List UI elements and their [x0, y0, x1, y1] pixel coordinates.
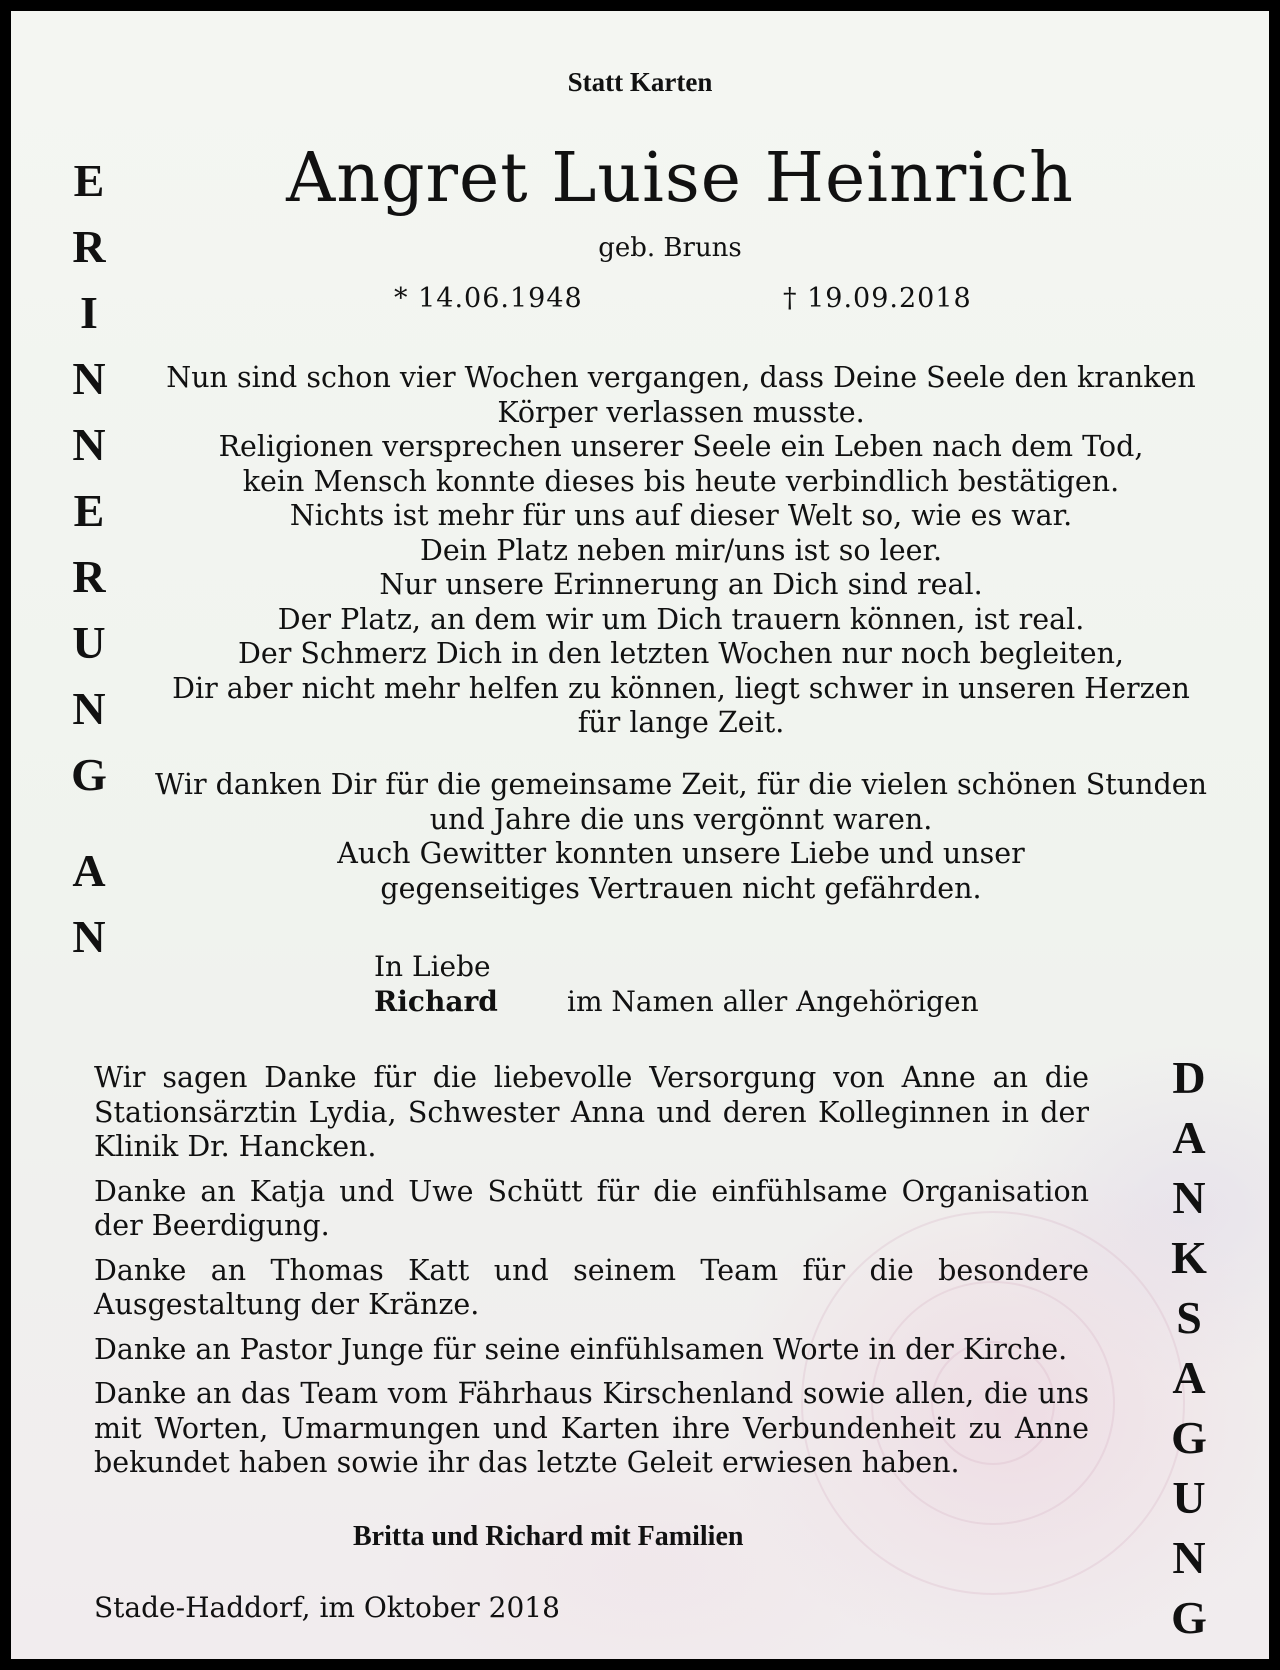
poem-line: Der Schmerz Dich in den letzten Wochen nur noch begleiten,	[238, 637, 1124, 670]
vertical-letter: R	[72, 551, 106, 602]
vertical-letter: G	[71, 749, 107, 800]
poem-line: Auch Gewitter konnten unsere Liebe und unser	[337, 837, 1025, 870]
birth-date: * 14.06.1948	[394, 283, 583, 314]
poem-line: Dein Platz neben mir/uns ist so leer.	[419, 533, 943, 567]
place-date: Stade-Haddorf, im Oktober 2018	[94, 1591, 560, 1624]
vertical-letter: N	[72, 683, 106, 734]
vertical-letter: E	[73, 155, 105, 206]
vertical-letter: S	[1176, 1292, 1202, 1343]
vertical-letter: U	[1172, 1472, 1206, 1523]
vertical-letter: E	[73, 485, 105, 536]
vertical-letter: I	[80, 287, 98, 338]
vertical-letter: A	[1172, 1112, 1206, 1163]
vertical-letter: A	[72, 845, 106, 896]
vertical-letter: R	[72, 221, 106, 272]
statt-karten-label: Statt Karten	[567, 67, 713, 97]
vertical-letter: N	[1172, 1532, 1206, 1583]
thanks-signature: Britta und Richard mit Familien	[353, 1521, 744, 1552]
vertical-letter: N	[1172, 1172, 1206, 1223]
poem-line: kein Mensch konnte dieses bis heute verbindlich bestätigen.	[242, 464, 1120, 498]
thanks-paragraph: Danke an Thomas Katt und seinem Team für die besondere Ausgestaltung der Kränze.	[94, 1253, 1089, 1321]
thanks-paragraph: Danke an das Team vom Fährhaus Kirschenland sowie allen, die uns mit Worten, Umarmungen und Karten ihre Verbundenheit zu Anne bekundet haben sowie ihr das letzte Geleit erwiesen haben.	[94, 1377, 1089, 1479]
thanks-section	[94, 1061, 1089, 1481]
death-date: † 19.09.2018	[783, 283, 972, 314]
poem-line: Dir aber nicht mehr helfen zu können, liegt schwer in unseren Herzen	[172, 671, 1190, 705]
poem-line: Der Platz, an dem wir um Dich trauern können, ist real.	[277, 602, 1085, 636]
poem-line: für lange Zeit.	[577, 706, 785, 739]
poem-line: Nun sind schon vier Wochen vergangen, dass Deine Seele den kranken	[166, 361, 1196, 394]
birth-name: geb. Bruns	[598, 233, 742, 263]
vertical-letter: U	[72, 617, 106, 668]
poem-line: Religionen versprechen unserer Seele ein Leben nach dem Tod,	[218, 430, 1144, 463]
deceased-name: Angret Luise Heinrich	[286, 139, 1074, 218]
poem-stanza-1	[151, 361, 1211, 741]
thanks-paragraph: Danke an Pastor Junge für seine einfühlsamen Worte in der Kirche.	[94, 1332, 1068, 1366]
vertical-letter: G	[1171, 1412, 1207, 1463]
poem-line: Nur unsere Erinnerung an Dich sind real.	[379, 568, 983, 601]
vertical-letter: D	[1172, 1052, 1206, 1103]
poem-stanza-2	[151, 768, 1211, 906]
poem-line: Nichts ist mehr für uns auf dieser Welt so, wie es war.	[289, 499, 1073, 532]
poem-line: Körper verlassen musste.	[497, 395, 865, 429]
vertical-letter: K	[1171, 1232, 1207, 1283]
vertical-letter: G	[1171, 1592, 1207, 1643]
poem-line: und Jahre die uns vergönnt waren.	[429, 802, 933, 836]
thanks-paragraph: Wir sagen Danke für die liebevolle Versorgung von Anne an die Stationsärztin Lydia, Schwester Anna und deren Kolleginnen in der Klinik Dr. Hancken.	[94, 1061, 1089, 1163]
vertical-letter: N	[72, 911, 106, 962]
poem-line: gegenseitiges Vertrauen nicht gefährden.	[380, 871, 982, 905]
in-liebe-label: In Liebe	[374, 950, 491, 983]
signatory-name: Richard	[374, 985, 498, 1018]
vertical-letter: N	[72, 419, 106, 470]
poem-line: Wir danken Dir für die gemeinsame Zeit, für die vielen schönen Stunden	[155, 768, 1207, 801]
signatory-family: im Namen aller Angehörigen	[567, 985, 979, 1018]
thanks-paragraph: Danke an Katja und Uwe Schütt für die einfühlsame Organisation der Beerdigung.	[94, 1174, 1089, 1242]
vertical-letter: A	[1172, 1352, 1206, 1403]
vertical-letter: N	[72, 353, 106, 404]
